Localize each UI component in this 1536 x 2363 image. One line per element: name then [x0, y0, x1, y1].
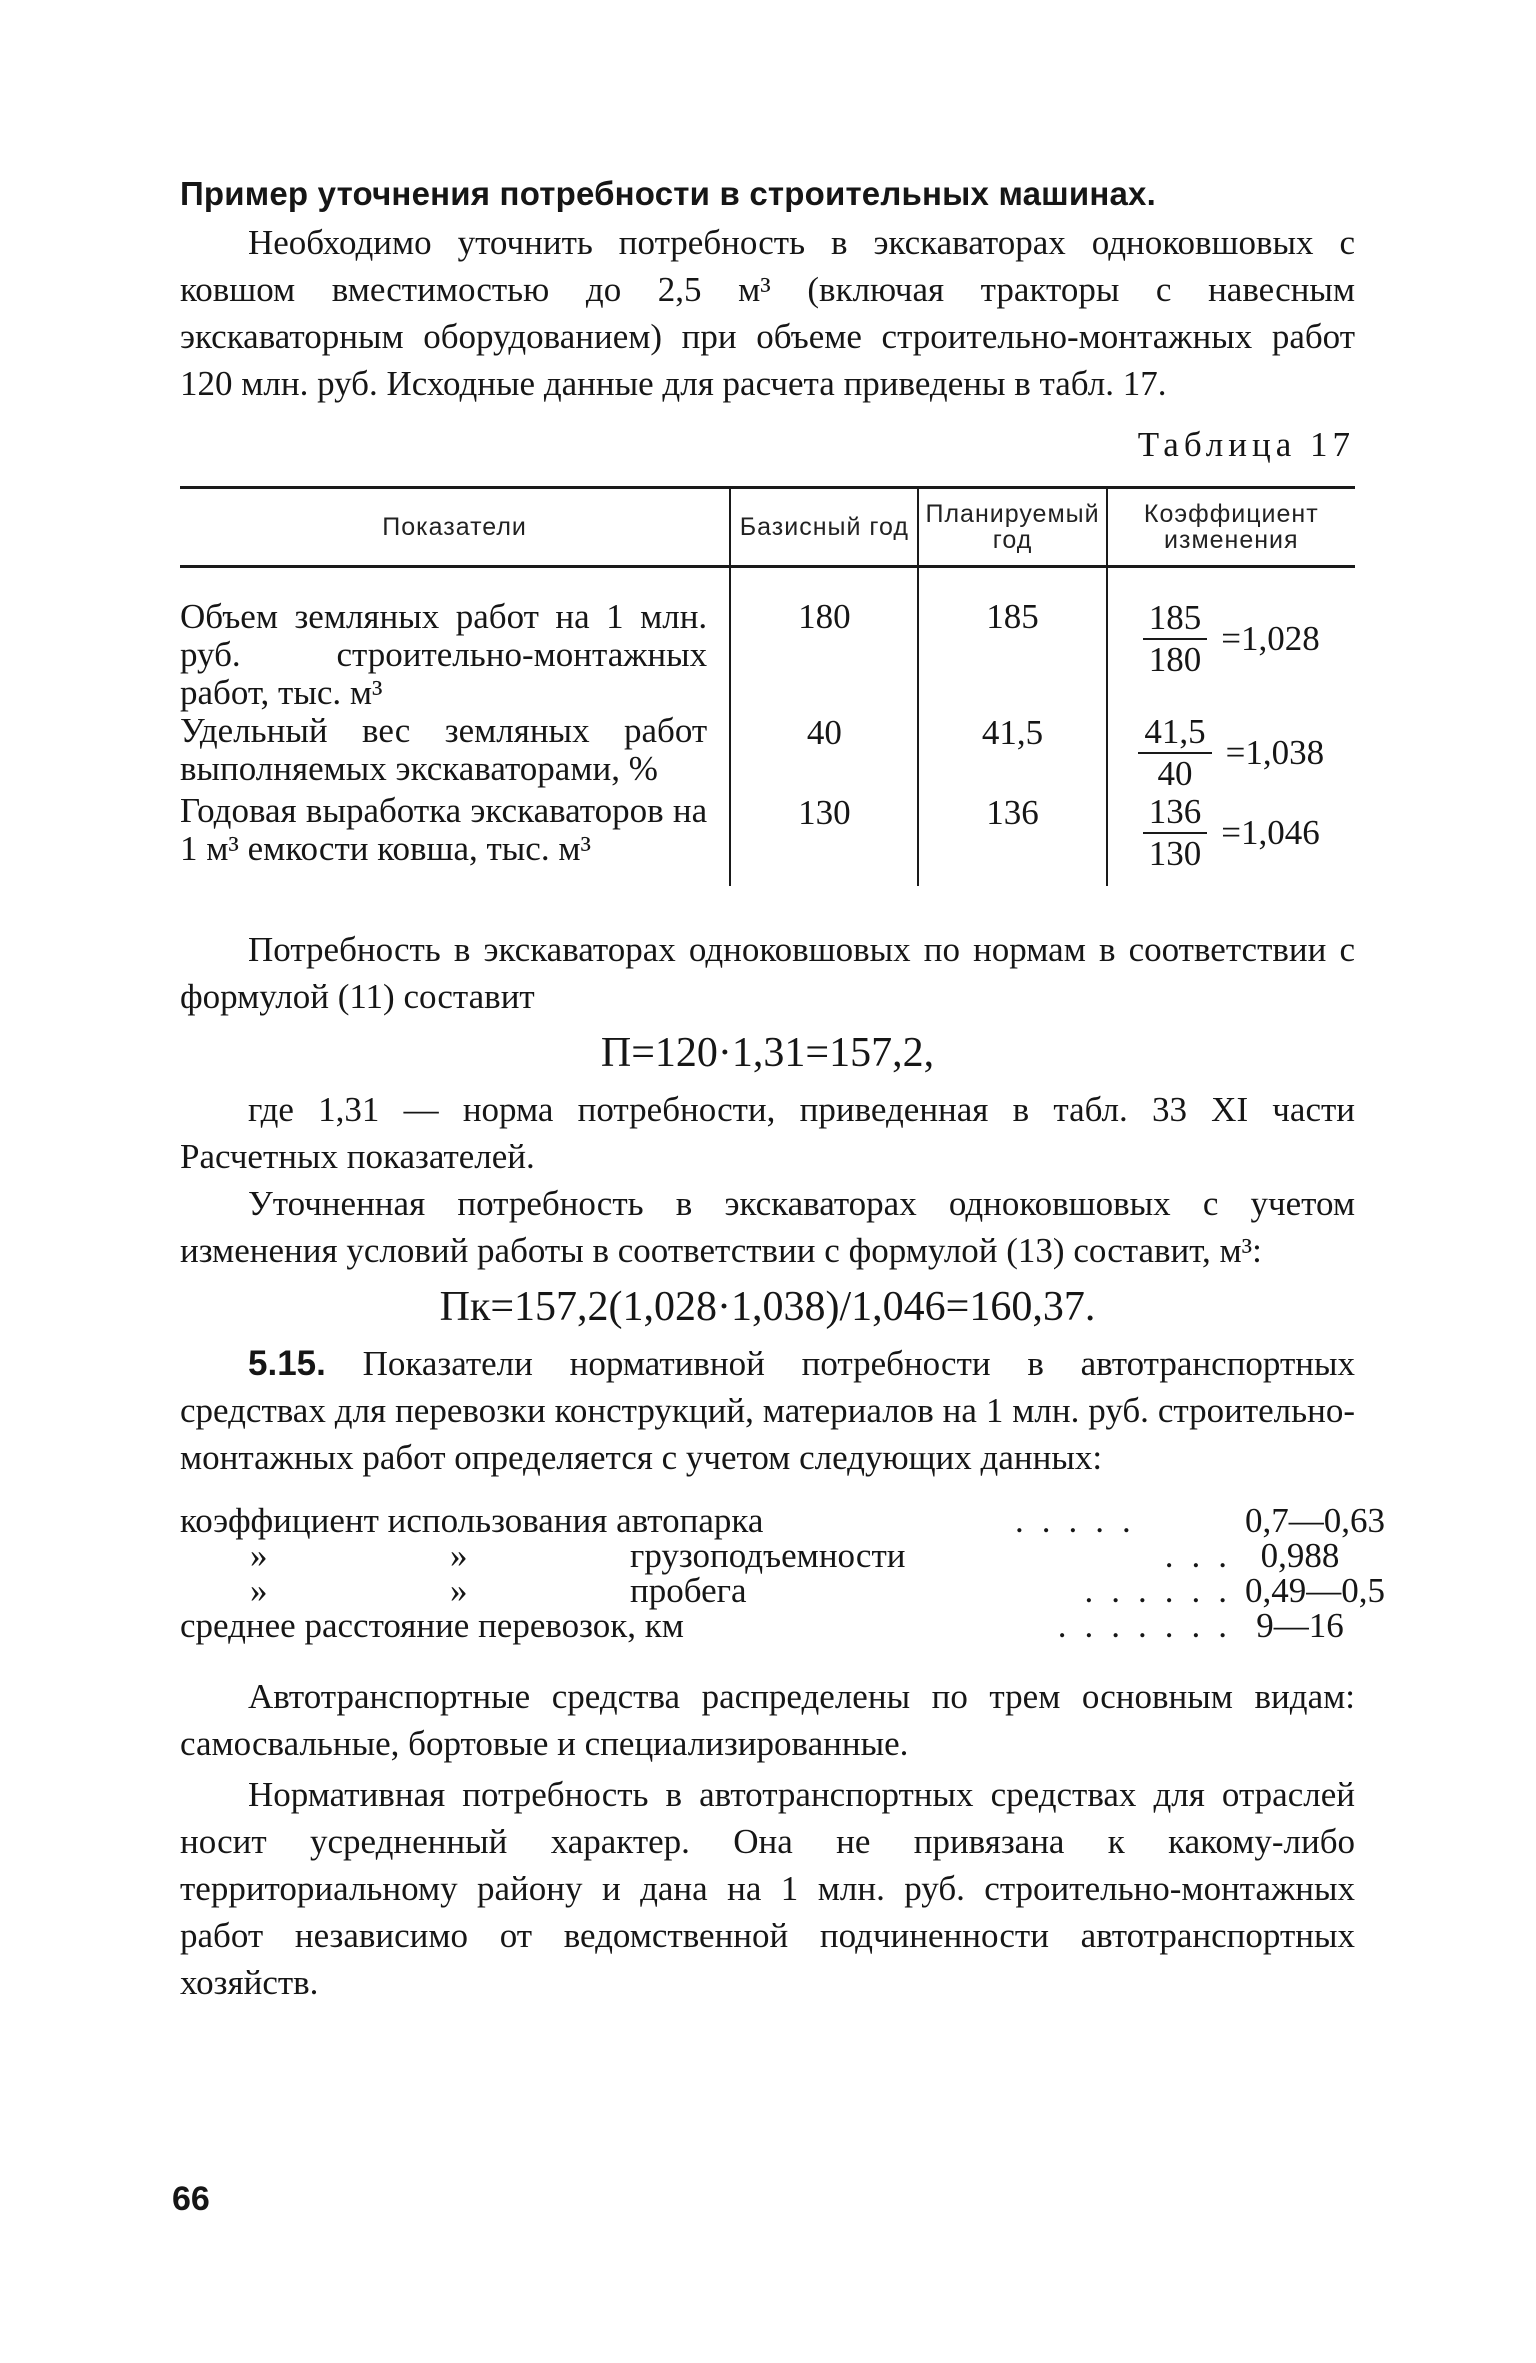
list-item-label: пробега [630, 1571, 747, 1610]
row-coefficient [1107, 792, 1355, 886]
leader-dots: ..... [1015, 1501, 1149, 1540]
fraction-denominator: 130 [1148, 834, 1202, 873]
header-indicator: Показатели [382, 513, 527, 541]
fraction-denominator: 180 [1148, 640, 1202, 679]
coefficient-result: =1,038 [1225, 733, 1325, 772]
header-coefficient: Коэффициент изменения [1107, 488, 1355, 567]
formula-norm: П=120·1,31=157,2, [600, 1030, 935, 1076]
intro-paragraph: Необходимо уточнить потребность в экскаваторах одноковшовых с ковшом вместимостью до 2,5 м³ (включая тракторы с навесным экскаваторным оборудованием) при объеме строительно-монтажных работ 120 млн. руб. Исходные данные для расчета приведены в табл. 17. [180, 223, 1355, 403]
coefficient-fraction [1143, 600, 1208, 678]
data-list [180, 1501, 1385, 1645]
table-header-row [180, 488, 1355, 567]
row-base: 40 [730, 712, 918, 792]
table-row [180, 567, 1355, 713]
fraction-numerator: 136 [1143, 794, 1208, 834]
row-indicator: Объем земляных работ на 1 млн. руб. строительно-монтажных работ, тыс. м³ [180, 597, 708, 712]
row-base: 180 [730, 567, 918, 713]
leader-dots: ... [1164, 1536, 1245, 1575]
section-number: 5.15. [248, 1344, 326, 1383]
section-text: Показатели нормативной потребности в автотранспортных средствах для перевозки конструкций, материалов на 1 млн. руб. строительно-монтажных работ определяется с учетом следующих данных: [180, 1344, 1356, 1477]
paragraph-where: где 1,31 — норма потребности, приведенная в табл. 33 XI части Расчетных показателей. [180, 1090, 1355, 1176]
list-item-label: грузоподъемности [630, 1536, 906, 1575]
row-planned: 136 [918, 792, 1106, 886]
row-base: 130 [730, 792, 918, 886]
leader-dots: ....... [1057, 1606, 1245, 1645]
page-content [180, 170, 1385, 2006]
table-caption: Таблица 17 [1137, 425, 1355, 464]
example-heading: Пример уточнения потребности в строительных машинах. [180, 175, 1156, 212]
paragraph-vehicle-types: Автотранспортные средства распределены по трем основным видам: самосвальные, бортовые и специализированные. [180, 1677, 1355, 1763]
row-indicator: Удельный вес земляных работ выполняемых экскаваторами, % [180, 711, 708, 788]
list-item-value: 0,988 [1260, 1536, 1340, 1575]
list-item [180, 1571, 1385, 1610]
list-item-value: 0,49—0,5 [1245, 1571, 1385, 1610]
coefficient-result: =1,028 [1221, 619, 1320, 658]
section-5-15 [180, 1340, 1355, 1481]
coefficient-result: =1,046 [1221, 813, 1320, 852]
leader-dots: ...... [1084, 1571, 1245, 1610]
table-row [180, 712, 1355, 792]
paragraph-refined: Уточненная потребность в экскаваторах одноковшовых с учетом изменения условий работы в соответствии с формулой (13) составит, м³: [180, 1184, 1355, 1270]
ditto-mark: » [450, 1536, 468, 1575]
list-item-value: 9—16 [1256, 1606, 1344, 1645]
table-17 [180, 486, 1355, 886]
ditto-mark: » [250, 1536, 268, 1575]
list-item [180, 1501, 1385, 1540]
coefficient-fraction [1143, 794, 1208, 872]
formula-refined: Пк=157,2(1,028·1,038)/1,046=160,37. [439, 1284, 1096, 1330]
list-item-value: 0,7—0,63 [1245, 1501, 1385, 1540]
row-coefficient [1107, 712, 1355, 792]
header-planned-year: Планируемый год [918, 488, 1106, 567]
list-item-label: среднее расстояние перевозок, км [180, 1606, 684, 1645]
row-coefficient [1107, 567, 1355, 713]
paragraph-normative: Нормативная потребность в автотранспортных средствах для отраслей носит усредненный характер. Она не привязана к какому-либо территориальному району и дана на 1 млн. руб. строительно-монтажных работ независимо от ведомственной подчиненности автотранспортных хозяйств. [180, 1775, 1355, 2002]
ditto-mark: » [450, 1571, 468, 1610]
page-number: 66 [172, 2180, 210, 2218]
coefficient-fraction [1138, 714, 1211, 792]
list-item [180, 1608, 1355, 1643]
header-base-year: Базисный год [730, 488, 918, 567]
list-item-label: коэффициент использования автопарка [180, 1501, 764, 1540]
row-planned: 41,5 [918, 712, 1106, 792]
fraction-denominator: 40 [1157, 754, 1193, 793]
paragraph-norm: Потребность в экскаваторах одноковшовых по нормам в соответствии с формулой (11) составит [180, 930, 1355, 1016]
row-planned: 185 [918, 567, 1106, 713]
fraction-numerator: 41,5 [1138, 714, 1211, 754]
row-indicator: Годовая выработка экскаваторов на 1 м³ емкости ковша, тыс. м³ [180, 791, 708, 868]
fraction-numerator: 185 [1143, 600, 1208, 640]
ditto-mark: » [250, 1571, 268, 1610]
list-item [180, 1538, 1355, 1573]
table-row [180, 792, 1355, 886]
